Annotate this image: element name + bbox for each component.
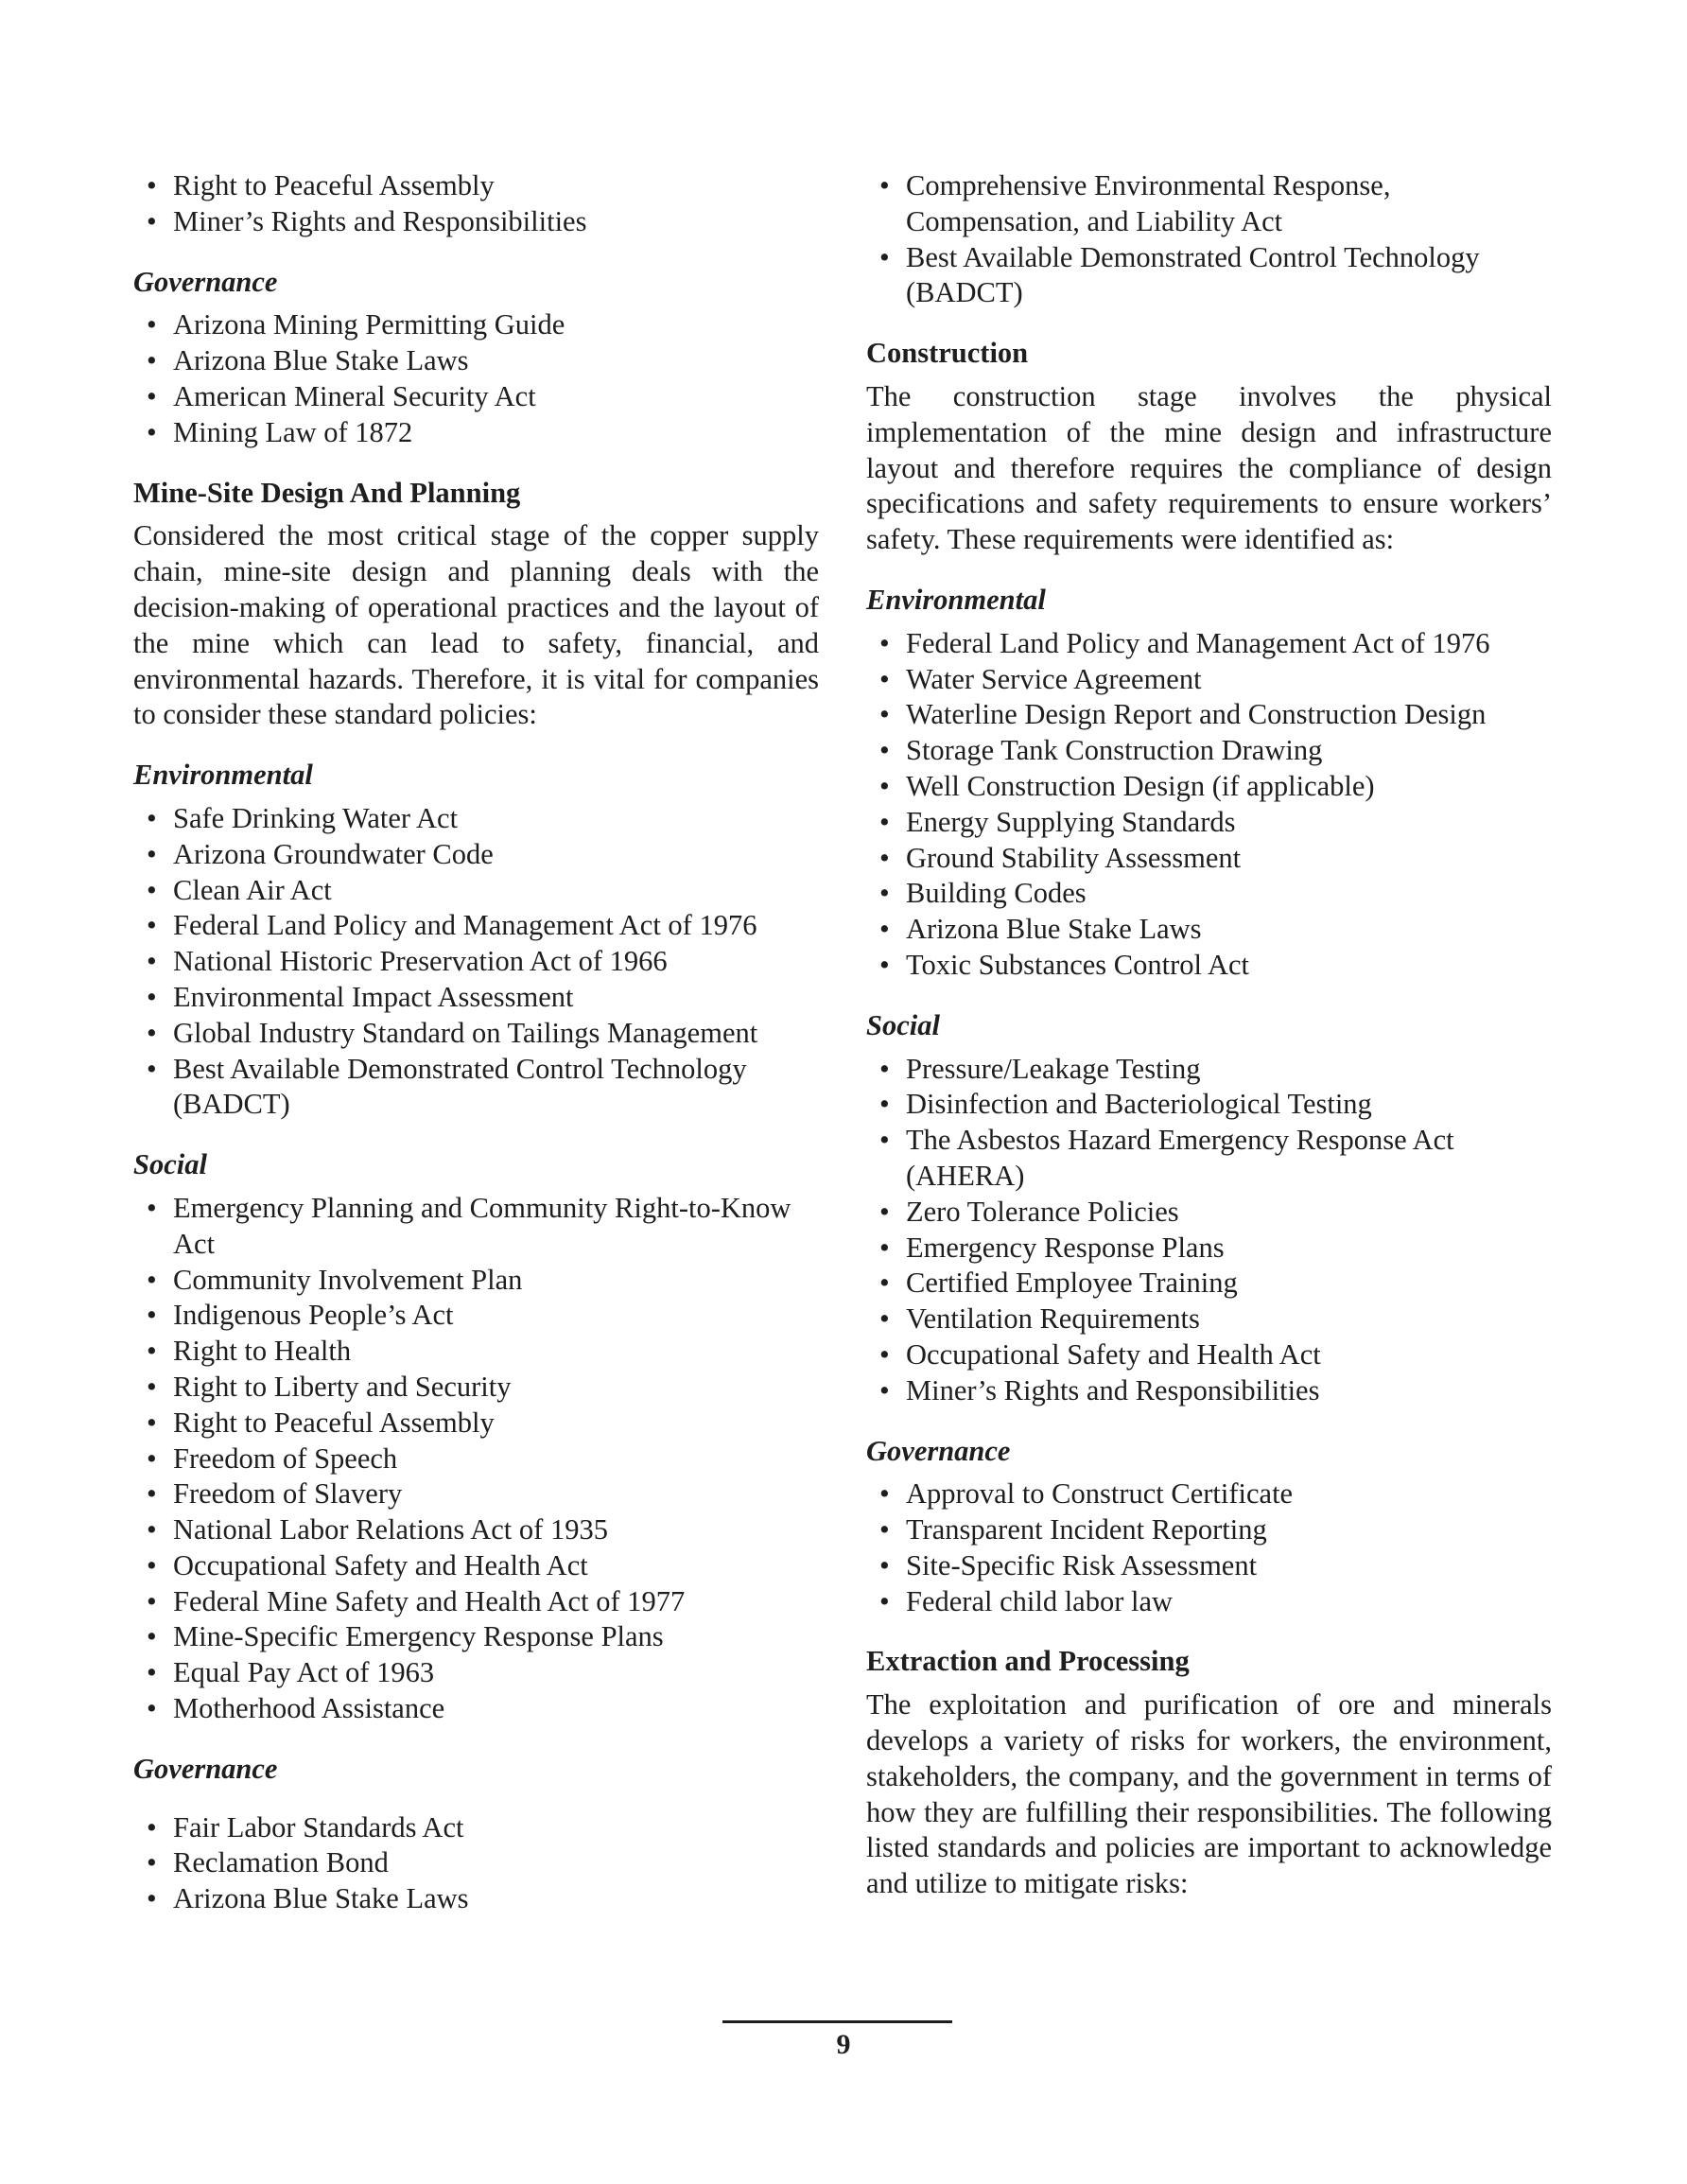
- bullet-list: [133, 1810, 819, 1917]
- list-item: • Comprehensive Environmental Response, Compensation, and Liability Act: [866, 168, 1552, 240]
- list-item: • Best Available Demonstrated Control Technology (BADCT): [866, 240, 1552, 312]
- subheading-social: Social: [133, 1148, 207, 1181]
- list-item: • Mine-Specific Emergency Response Plans: [133, 1619, 819, 1655]
- list-item: • Building Codes: [866, 876, 1552, 912]
- list-item: • Waterline Design Report and Construction Design: [866, 697, 1552, 733]
- list-item: • Mining Law of 1872: [133, 415, 819, 451]
- list-item: • Miner’s Rights and Responsibilities: [866, 1373, 1552, 1409]
- list-item: • Emergency Planning and Community Right-to-Know Act: [133, 1191, 819, 1263]
- list-item: • Approval to Construct Certificate: [866, 1476, 1552, 1512]
- list-item: • American Mineral Security Act: [133, 379, 819, 415]
- list-item: • Community Involvement Plan: [133, 1263, 819, 1299]
- list-item: • Freedom of Speech: [133, 1441, 819, 1477]
- bullet-list: [133, 801, 819, 1123]
- bullet-list: [133, 307, 819, 450]
- list-item: • Freedom of Slavery: [133, 1476, 819, 1512]
- section-heading-mine-site-design: Mine-Site Design And Planning: [133, 476, 521, 509]
- list-item: • Federal child labor law: [866, 1584, 1552, 1620]
- list-item: • Right to Peaceful Assembly: [133, 168, 819, 204]
- list-item: • Energy Supplying Standards: [866, 805, 1552, 841]
- list-item: • Ventilation Requirements: [866, 1302, 1552, 1337]
- list-item: • Clean Air Act: [133, 873, 819, 909]
- bullet-list: [866, 1052, 1552, 1409]
- list-item: • Pressure/Leakage Testing: [866, 1052, 1552, 1088]
- left-column: [133, 168, 819, 1917]
- list-item: • Federal Mine Safety and Health Act of 1977: [133, 1584, 819, 1620]
- list-item: • Arizona Blue Stake Laws: [133, 1881, 819, 1917]
- list-item: • Transparent Incident Reporting: [866, 1512, 1552, 1548]
- list-item: • Federal Land Policy and Management Act of 1976: [133, 908, 819, 944]
- list-item: • Environmental Impact Assessment: [133, 980, 819, 1016]
- list-item: • Toxic Substances Control Act: [866, 948, 1552, 984]
- list-item: • Right to Health: [133, 1334, 819, 1370]
- list-item: • Reclamation Bond: [133, 1845, 819, 1881]
- list-item: • Miner’s Rights and Responsibilities: [133, 204, 819, 240]
- page-number: 9: [836, 2029, 851, 2060]
- list-item: • Occupational Safety and Health Act: [133, 1548, 819, 1584]
- list-item: • Right to Liberty and Security: [133, 1370, 819, 1406]
- list-item: • Occupational Safety and Health Act: [866, 1337, 1552, 1373]
- paragraph: The exploitation and purification of ore and minerals develops a variety of risks for workers, the environment, stakeholders, the company, and the government in terms of how they are fulfilling their responsibilities. The following listed standards and policies are important to acknowledge and utilize to mitigate risks:: [866, 1688, 1552, 1900]
- list-item: • Certified Employee Training: [866, 1266, 1552, 1302]
- list-item: • Arizona Groundwater Code: [133, 837, 819, 873]
- list-item: • National Historic Preservation Act of 1966: [133, 944, 819, 980]
- list-item: • Federal Land Policy and Management Act of 1976: [866, 626, 1552, 662]
- list-item: • Global Industry Standard on Tailings Management: [133, 1016, 819, 1052]
- list-item: • Ground Stability Assessment: [866, 841, 1552, 877]
- list-item: • Zero Tolerance Policies: [866, 1195, 1552, 1231]
- list-item: • Site-Specific Risk Assessment: [866, 1548, 1552, 1584]
- paragraph: The construction stage involves the physical implementation of the mine design and infrastructure layout and therefore requires the compliance of design specifications and safety requirements to ensure workers’ safety. These requirements were identified as:: [866, 379, 1552, 556]
- bullet-list: [866, 626, 1552, 984]
- list-item: • Best Available Demonstrated Control Technology (BADCT): [133, 1052, 819, 1124]
- subheading-governance: Governance: [133, 1752, 278, 1785]
- list-item: • Arizona Blue Stake Laws: [866, 912, 1552, 948]
- list-item: • Water Service Agreement: [866, 662, 1552, 698]
- bullet-list: [866, 1476, 1552, 1619]
- subheading-environmental: Environmental: [866, 583, 1046, 616]
- list-item: • Fair Labor Standards Act: [133, 1810, 819, 1846]
- bullet-list: [866, 168, 1552, 311]
- list-item: • Motherhood Assistance: [133, 1691, 819, 1727]
- right-column: [866, 168, 1552, 1902]
- list-item: • The Asbestos Hazard Emergency Response Act (AHERA): [866, 1123, 1552, 1195]
- list-item: • Indigenous People’s Act: [133, 1298, 819, 1334]
- bullet-list: [133, 168, 819, 240]
- section-heading-construction: Construction: [866, 337, 1029, 370]
- section-heading-extraction-processing: Extraction and Processing: [866, 1645, 1190, 1678]
- list-item: • Arizona Mining Permitting Guide: [133, 307, 819, 343]
- list-item: • Disinfection and Bacteriological Testing: [866, 1087, 1552, 1123]
- list-item: • National Labor Relations Act of 1935: [133, 1512, 819, 1548]
- list-item: • Safe Drinking Water Act: [133, 801, 819, 837]
- list-item: • Emergency Response Plans: [866, 1231, 1552, 1267]
- subheading-environmental: Environmental: [133, 759, 313, 792]
- list-item: • Well Construction Design (if applicable): [866, 769, 1552, 805]
- paragraph: Considered the most critical stage of the copper supply chain, mine-site design and planning deals with the decision-making of operational practices and the layout of the mine which can lead to safety, financial, and environmental hazards. Therefore, it is vital for companies to consider these standard policies:: [133, 519, 819, 731]
- subheading-governance: Governance: [133, 265, 278, 298]
- list-item: • Right to Peaceful Assembly: [133, 1406, 819, 1441]
- subheading-governance: Governance: [866, 1434, 1011, 1467]
- subheading-social: Social: [866, 1008, 940, 1041]
- bullet-list: [133, 1191, 819, 1727]
- footer-rule: [722, 2020, 952, 2023]
- list-item: • Equal Pay Act of 1963: [133, 1655, 819, 1691]
- list-item: • Arizona Blue Stake Laws: [133, 343, 819, 379]
- list-item: • Storage Tank Construction Drawing: [866, 733, 1552, 769]
